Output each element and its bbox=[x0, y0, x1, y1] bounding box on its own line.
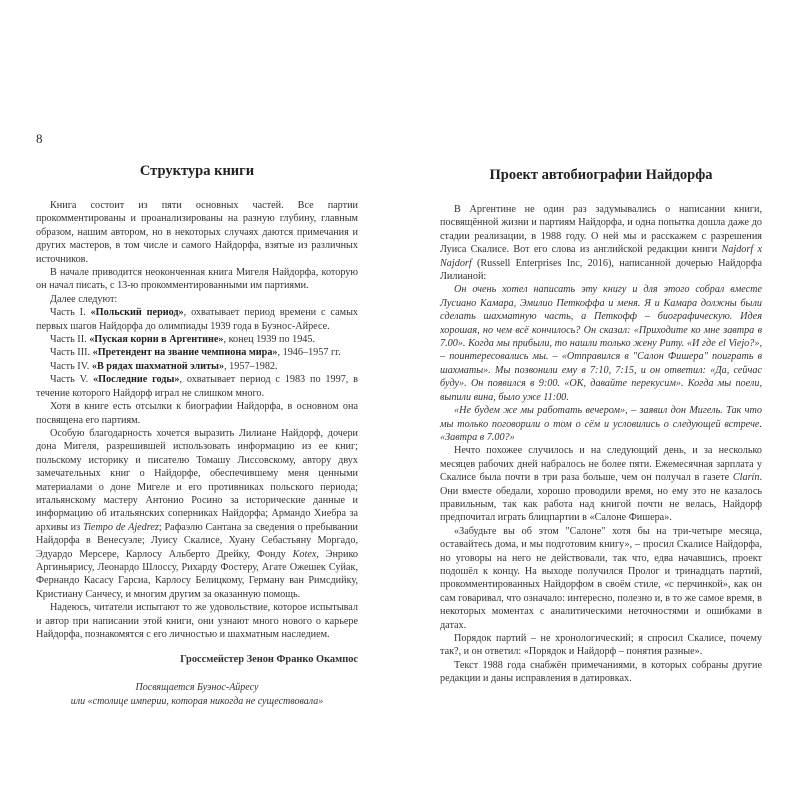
part-prefix: Часть III. bbox=[50, 347, 93, 359]
paragraph-forget-salon: «Забудьте вы об этом "Салоне" хотя бы на три-четыре месяца, оставайтесь дома, и мы подготовим книгу», – просил Скалисе Найдорфа, но уговоры на него не действовали, так что, едва начавшись, проект подошёл к концу. На выходе получился Пролог и тринадцать партий, прокомментированных Найдорфом в своём стиле, «с перчинкой», как он сам говаривал, что означало: интересно, полезно и, в то же самое время, в некоторых моментах с аналитическими неточностями и ошибками в датах. bbox=[440, 525, 762, 631]
paragraph-thanks bbox=[36, 427, 358, 601]
paragraph-order: Порядок партий – не хронологический; я спросил Скалисе, почему так?, и он ответил: «Порядок и Найдорф – понятия разные». bbox=[440, 633, 762, 658]
book-title-italic: Najdorf x Najdorf bbox=[440, 244, 762, 269]
dedication-line-2: или «столице империи, которая никогда не существовала» bbox=[70, 695, 324, 707]
part-title: «Пуская корни в Аргентине» bbox=[89, 334, 224, 346]
quote-paragraph-1: Он очень хотел написать эту книгу и для этого собрал вместе Лусиано Камара, Эмилио Петкоффа и меня. Я и Камара должны были сделать шахматную часть, а Петкофф – биографическую. Идея хорошая, но чем всё кончилось? Он сказал: «Приходите ко мне завтра в 7.00». Когда мы прибыли, то нашли только жену Риту. «И где el Viejo?», – поинтересовались мы. – «Отправился в "Салон Фишера" поиграть в шахматы». Мы позвонили ему в 7:10, 7:15, и он ответил: «Да, сейчас буду». Он появился в 9:00. «ОК, давайте перекусим». Когда мы поели, выпили вина, было уже 11:00. bbox=[440, 284, 762, 403]
part-desc: , охватывает период времени с самых первых шагов Найдорфа до олимпиады 1939 годa в Буэнос-Айресе. bbox=[36, 307, 359, 332]
author-signature: Гроссмейстер Зенон Франко Окампос bbox=[180, 654, 358, 666]
right-body-text bbox=[440, 203, 762, 686]
part-4 bbox=[36, 360, 358, 373]
thanks-italic-fund: Kotex bbox=[292, 548, 317, 560]
part-desc: , охватывает период с 1983 по 1997, в течение которого Найдорф играл не слишком много. bbox=[36, 374, 358, 399]
part-prefix: Часть IV. bbox=[50, 360, 92, 372]
part-prefix: Часть II. bbox=[50, 334, 90, 346]
next-day-text: Нечто похожее случилось и на следующий день, и за несколько месяцев рабочих дней набралось не более пяти. Ежемесячная зарплата у Скалисе была почти в три раза больше, чем он получал в газете bbox=[440, 445, 762, 484]
paragraph-next-day bbox=[440, 444, 762, 524]
part-5 bbox=[36, 373, 358, 400]
part-desc: , 1957–1982. bbox=[224, 360, 278, 372]
part-prefix: Часть I. bbox=[50, 307, 91, 319]
part-3 bbox=[36, 346, 358, 359]
part-1 bbox=[36, 306, 358, 333]
part-title: «Последние годы» bbox=[93, 374, 180, 386]
newspaper-italic: Clarín bbox=[732, 472, 760, 484]
paragraph-unfinished-book: В начале приводится неоконченная книга Мигеля Найдорфа, которую он начал писать, с 13-ю прокомментированными им партиями. bbox=[36, 267, 358, 292]
part-prefix: Часть V. bbox=[50, 374, 94, 386]
part-title: «Польский период» bbox=[90, 307, 184, 319]
part-2 bbox=[36, 333, 358, 346]
thanks-text: ; Рафаэлю Сантана за сведения о пребывании Найдорфа в Венесуэле; Луису Скалисе, Хуану Себастьяну Моргадо, Эдуардо Мерсере, Карлосу Альберто Дрейку, Фонду bbox=[36, 521, 358, 560]
page-number: 8 bbox=[36, 131, 43, 146]
part-title: «В рядах шахматной элиты» bbox=[91, 360, 225, 372]
part-desc: , 1946–1957 гг. bbox=[277, 347, 341, 359]
next-day-text: . Они вместе обедали, хорошо проводили время, но ему это не казалось правильным, так как работа над книгой почти не велась, Найдорф предпочитал играть блицпартии в «Салоне Фишера». bbox=[440, 472, 762, 524]
part-title: «Претендент на звание чемпиона мира» bbox=[92, 347, 278, 359]
paragraph-structure: Книга состоит из пяти основных частей. Все партии прокомментированы и проанализированы на разную глубину, главным образом, нашим автором, но в некоторых случаях даются примечания и других мастеров, в том числе и самого Найдорфа, взятые из различных источников. bbox=[36, 200, 358, 265]
part-desc: , конец 1939 по 1945. bbox=[223, 334, 316, 346]
quote-paragraph-2: «Не будем же мы работать вечером», – заявил дон Мигель. Так что мы только поговорили о том о сём и условились о следующей встрече. «Завтра в 7.00?» bbox=[440, 405, 762, 443]
paragraph-intro bbox=[440, 203, 762, 283]
intro-text: В Аргентине не один раз задумывались о написании книги, посвящённой жизни и партиям Найдорфа, и одна попытка дошла даже до стадии реализации, в 1988 году. О ней мы и расскажем с разрешения Луиса Скалисе. Вот его слова из английской редакции книги bbox=[440, 204, 762, 256]
chapter-title-autobiography: Проект автобиографии Найдорфа bbox=[489, 167, 713, 183]
left-body-text bbox=[36, 199, 358, 709]
right-page bbox=[400, 0, 800, 800]
dedication bbox=[36, 681, 358, 709]
paragraph-biography: Хотя в книге есть отсылки к биографии Найдорфа, в основном она посвящена его партиям. bbox=[36, 401, 358, 426]
intro-text: (Russell Enterprises Inc, 2016), написанной дочерью Найдорфа Лилианой: bbox=[440, 257, 762, 283]
paragraph-text-1988: Текст 1988 года снабжён примечаниями, в которых собраны другие редакции и даны исправления в датировках. bbox=[440, 659, 762, 685]
dedication-line-1: Посвящается Буэнос-Айресу bbox=[135, 681, 259, 693]
paragraph-closing: Надеюсь, читатели испытают то же удовольствие, которое испытывал и автор при написании этой книги, они узнают много нового о карьере Найдорфа, познакомятся с его личностью и шахматным наследием. bbox=[36, 602, 358, 640]
thanks-text: , Энрико Аргиньярису, Леонардо Шлоссу, Рихарду Фостеру, Агате Ожешек Суйак, Фернандо Касасу Гарсиа, Карлосу Белицкому, Герману ван Римсдийку, Кристиану Санчесу, и многим другим за оказанную помощь. bbox=[36, 548, 358, 600]
thanks-italic-title: Tiempo de Ajedrez bbox=[82, 521, 159, 533]
thanks-text: Особую благодарность хочется выразить Лилиане Найдорф, дочери дона Мигеля, разрешившей использовать информацию из ее книг; польскому историку и писателю Томашу Лиссовскому, автору двух замечательных книг о Найдорфе, обеспечившему меня ценными материалами о доне Мигеле и его противниках польского периода; итальянскому мастеру Антонио Росино за исторические данные и информацию об итальянских соперниках Найдорфа; Армандо Хиебра за архивы из bbox=[36, 427, 358, 533]
paragraph-following: Далее следуют: bbox=[50, 293, 118, 305]
chapter-title-structure: Структура книги bbox=[139, 163, 255, 179]
